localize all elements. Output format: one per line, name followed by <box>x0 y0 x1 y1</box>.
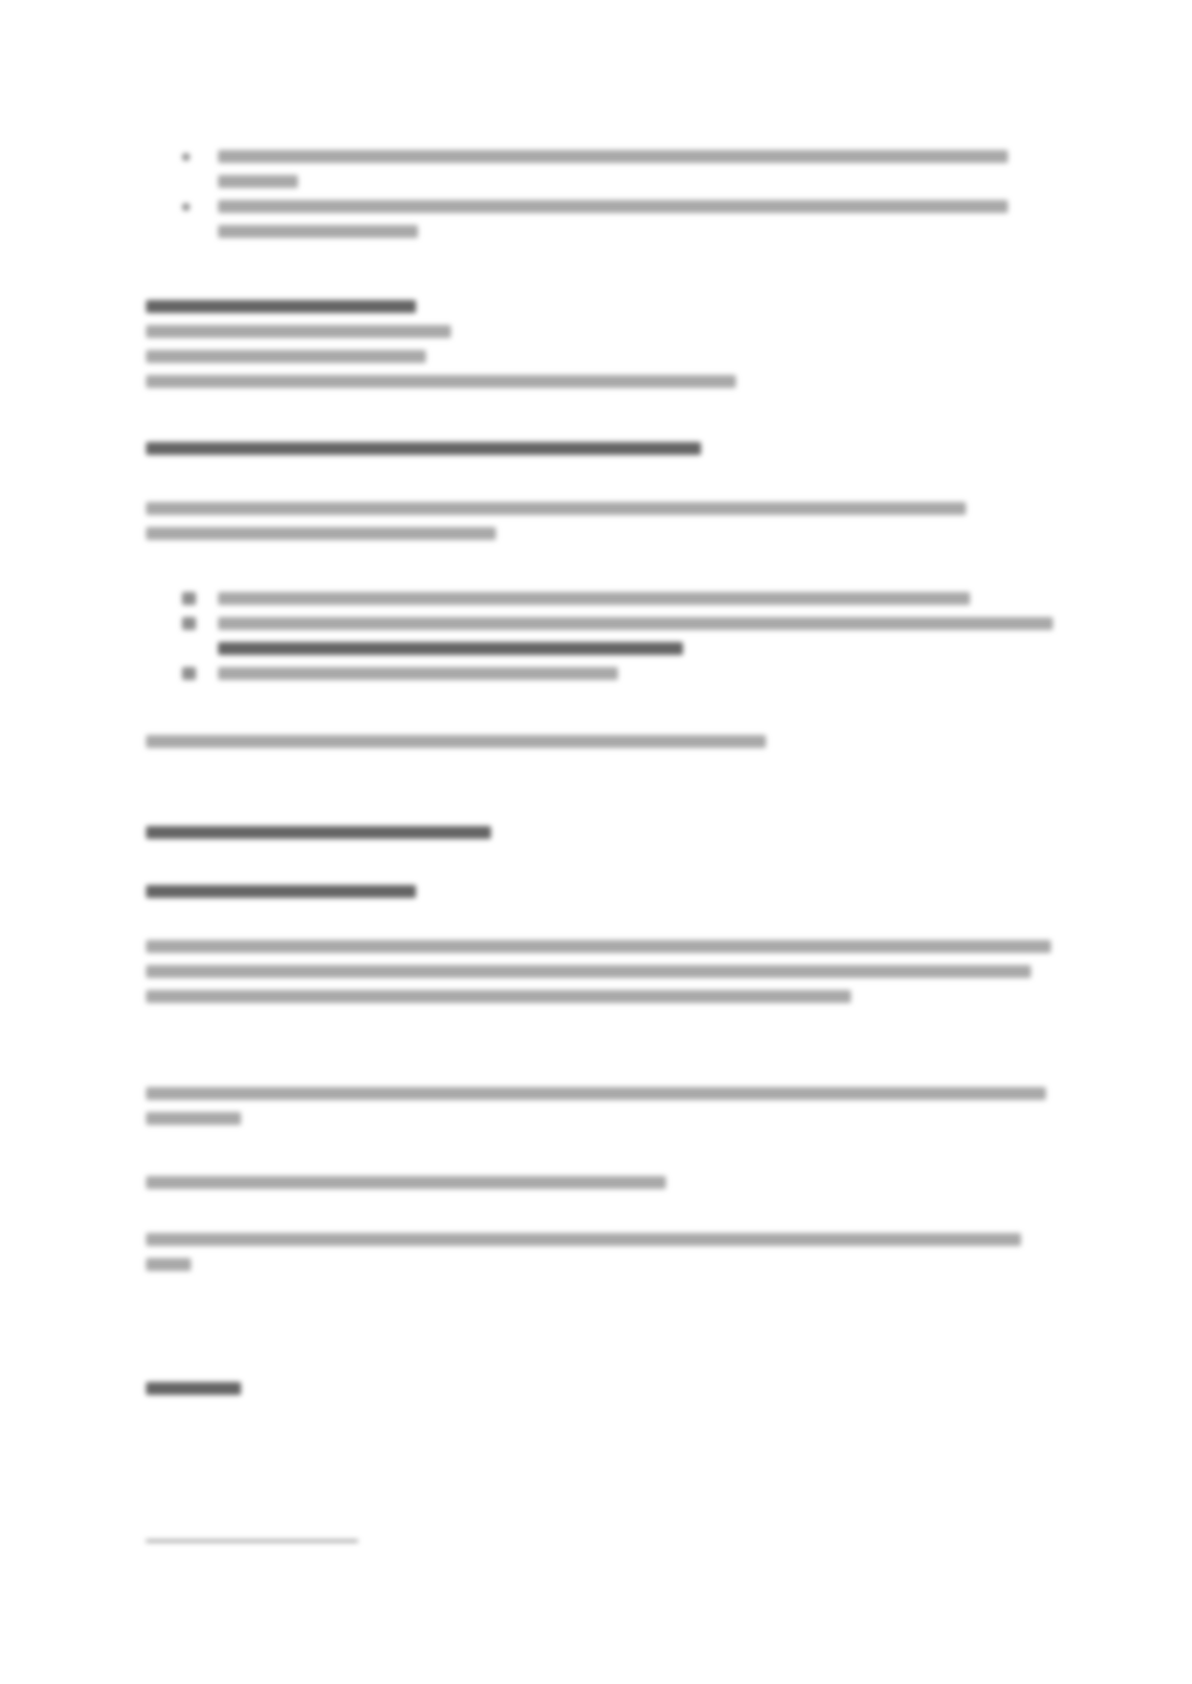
bullet-icon <box>182 203 190 211</box>
top-bullet-list <box>146 150 1046 250</box>
text-line <box>218 175 298 188</box>
bullet-item-2 <box>146 200 1046 238</box>
mortgage-contract-paragraph <box>146 1087 1046 1137</box>
bullet-icon <box>182 153 190 161</box>
accessory-paragraph <box>146 1176 1046 1201</box>
text-line <box>146 527 496 540</box>
section-heading <box>146 300 416 313</box>
numbered-item-2 <box>146 617 1046 655</box>
text-line <box>146 940 1051 953</box>
text-line <box>218 592 970 605</box>
mortgage-subheading-section <box>146 885 1046 910</box>
text-line <box>146 735 766 748</box>
text-line <box>146 1112 241 1125</box>
text-line <box>218 200 1008 213</box>
text-line <box>146 1258 191 1271</box>
mortgage-heading-section <box>146 826 1046 851</box>
text-line <box>146 375 736 388</box>
pacto-paragraph <box>146 735 1046 760</box>
text-line <box>218 150 1008 163</box>
text-line <box>146 990 851 1003</box>
text-line <box>146 350 426 363</box>
guarantee-intro-paragraph <box>146 502 1046 552</box>
text-line <box>218 667 618 680</box>
text-line <box>146 325 451 338</box>
numbered-item-1 <box>146 592 1046 605</box>
number-label <box>182 592 196 605</box>
numbered-item-3 <box>146 667 1046 680</box>
section-heading <box>146 1382 241 1395</box>
text-line <box>146 1087 1046 1100</box>
text-line <box>146 502 966 515</box>
footnote-separator <box>146 1540 358 1542</box>
special-rules-section <box>146 300 1046 400</box>
section-heading <box>146 826 491 839</box>
numbered-list <box>146 592 1046 692</box>
section-heading <box>146 442 701 455</box>
text-line <box>146 1233 1021 1246</box>
number-label <box>182 667 196 680</box>
text-line <box>218 617 1053 630</box>
guarantee-heading-section <box>146 442 1046 467</box>
text-line <box>218 225 418 238</box>
closing-heading-section <box>146 1382 1046 1407</box>
bullet-item-1 <box>146 150 1046 188</box>
section-heading <box>146 885 416 898</box>
buyer-paragraph <box>146 1233 1046 1283</box>
text-line <box>146 965 1031 978</box>
number-label <box>182 617 196 630</box>
mortgage-definition-paragraph <box>146 940 1046 1015</box>
text-line <box>146 1176 666 1189</box>
text-line <box>218 642 683 655</box>
